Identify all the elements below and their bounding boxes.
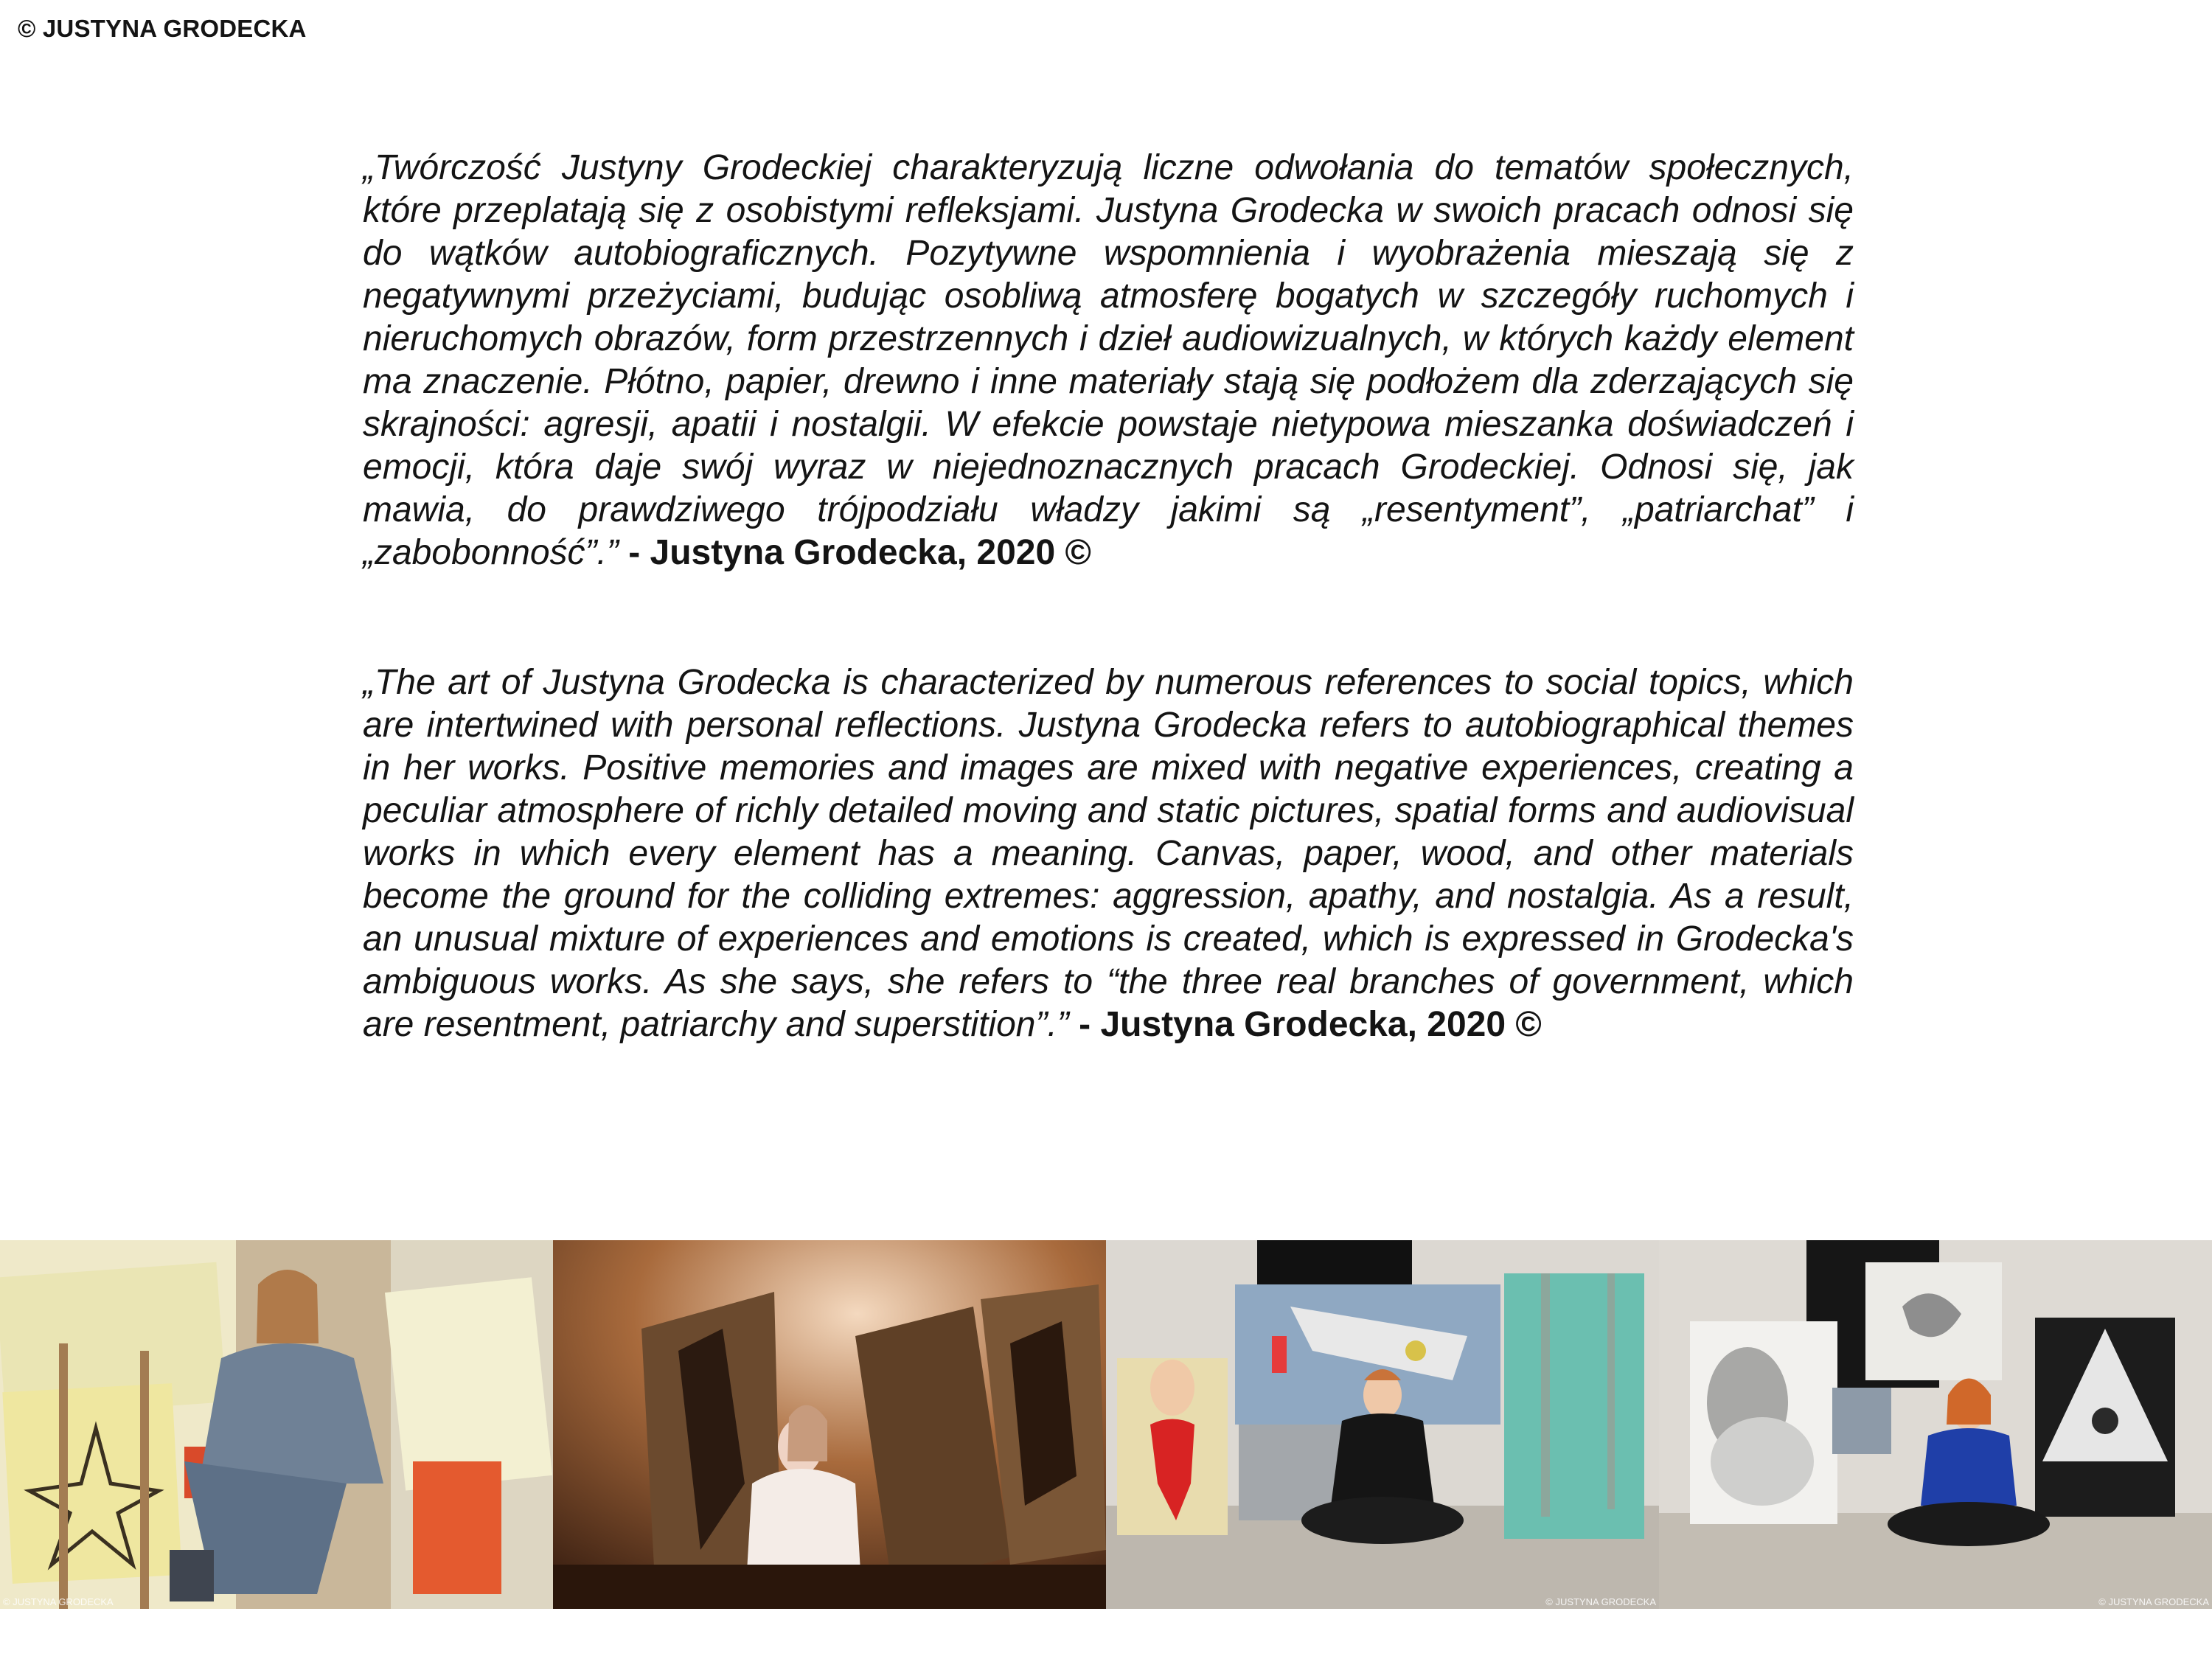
quote-english: [363, 661, 1854, 1046]
copyright-header: © JUSTYNA GRODECKA: [18, 15, 307, 42]
quote-polish: [363, 147, 1854, 574]
quote-english-signature: - Justyna Grodecka, 2020 ©: [1068, 1005, 1542, 1044]
photo-monochrome-works: [1659, 1240, 2212, 1609]
photo-watermark: © JUSTYNA GRODECKA: [1545, 1596, 1656, 1607]
photo-dark-drawings-room: [553, 1240, 1106, 1609]
photo-strip: [0, 1240, 2212, 1609]
quote-polish-signature: - Justyna Grodecka, 2020 ©: [618, 533, 1091, 572]
photo-studio-yellow-paintings: [0, 1240, 553, 1609]
quote-polish-text: „Twórczość Justyny Grodeckiej charakteryzują liczne odwołania do tematów społecznych, które przeplatają się z osobistymi refleksjami. Justyna Grodecka w swoich pracach odnosi się do wątków autobiograficznych. Pozytywne wspomnienia i wyobrażenia mieszają się z negatywnymi przeżyciami, budując osobliwą atmosferę bogatych w szczegóły ruchomych i nieruchomych obrazów, form przestrzennych i dzieł audiowizualnych, w których każdy element ma znaczenie. Płótno, papier, drewno i inne materiały stają się podłożem dla zderzających się skrajności: agresji, apatii i nostalgii. W efekcie powstaje nietypowa mieszanka doświadczeń i emocji, która daje swój wyraz w niejednoznacznych pracach Grodeckiej. Odnosi się, jak mawia, do prawdziwego trójpodziału władzy jakimi są „resentyment”, „patriarchat” i „zabobonność”.”: [363, 148, 1854, 572]
photo-watermark: © JUSTYNA GRODECKA: [3, 1596, 114, 1607]
quote-english-text: „The art of Justyna Grodecka is characterized by numerous references to social topics, which are intertwined with personal reflections. Justyna Grodecka refers to autobiographical themes in her works. Positive memories and images are mixed with negative experiences, creating a peculiar atmosphere of richly detailed moving and static pictures, spatial forms and audiovisual works in which every element has a meaning. Canvas, paper, wood, and other materials become the ground for the colliding extremes: aggression, apathy, and nostalgia. As a result, an unusual mixture of experiences and emotions is created, which is expressed in Grodecka's ambiguous works. As she says, she refers to “the three real branches of government, which are resentment, patriarchy and superstition”.”: [363, 663, 1854, 1044]
photo-colorful-paintings: [1106, 1240, 1659, 1609]
photo-watermark: © JUSTYNA GRODECKA: [2098, 1596, 2209, 1607]
